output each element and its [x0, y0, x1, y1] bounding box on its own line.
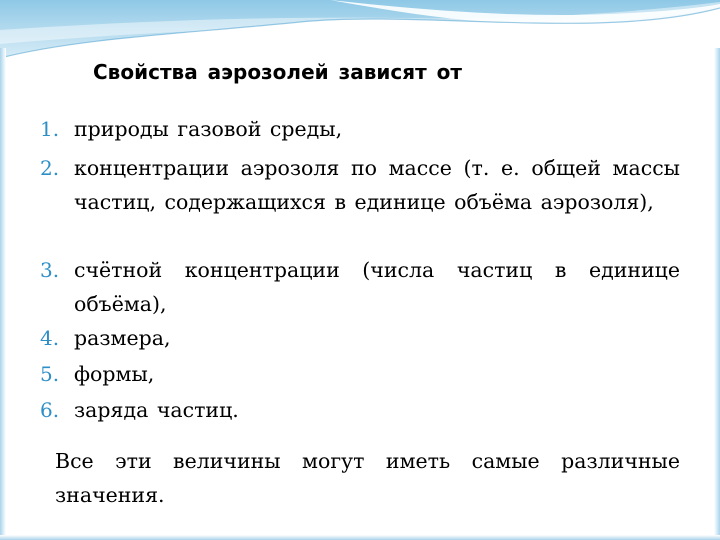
- list-item: [40, 393, 680, 427]
- list-item-text: концентрации аэрозоля по массе (т. е. общей массы частиц, содержащихся в единице объёма аэрозоля),: [74, 156, 680, 214]
- list-item-text: размера,: [74, 326, 171, 350]
- list-item: [40, 321, 680, 355]
- list-number: 4.: [40, 326, 60, 350]
- list-number: 3.: [40, 258, 60, 282]
- left-frame-border: [0, 48, 6, 540]
- slide-title: Свойства аэрозолей зависят от: [93, 60, 462, 84]
- list-item: [40, 151, 680, 219]
- right-frame-border: [714, 48, 720, 540]
- list-item: [40, 357, 680, 391]
- list-item-text: заряда частиц.: [74, 398, 239, 422]
- list-number: 2.: [40, 156, 60, 180]
- list-number: 1.: [40, 117, 60, 141]
- bottom-frame-border: [0, 535, 720, 540]
- closing-paragraph: Все эти величины могут иметь самые различные значения.: [55, 449, 680, 507]
- list-number: 5.: [40, 362, 60, 386]
- header-swoosh-decoration: [0, 0, 720, 60]
- list-number: 6.: [40, 398, 60, 422]
- list-item-text: природы газовой среды,: [74, 117, 343, 141]
- list-item-text: формы,: [74, 362, 155, 386]
- list-item: [40, 112, 680, 146]
- list-item: [40, 253, 680, 321]
- list-item-text: счётной концентрации (числа частиц в единице объёма),: [74, 258, 680, 316]
